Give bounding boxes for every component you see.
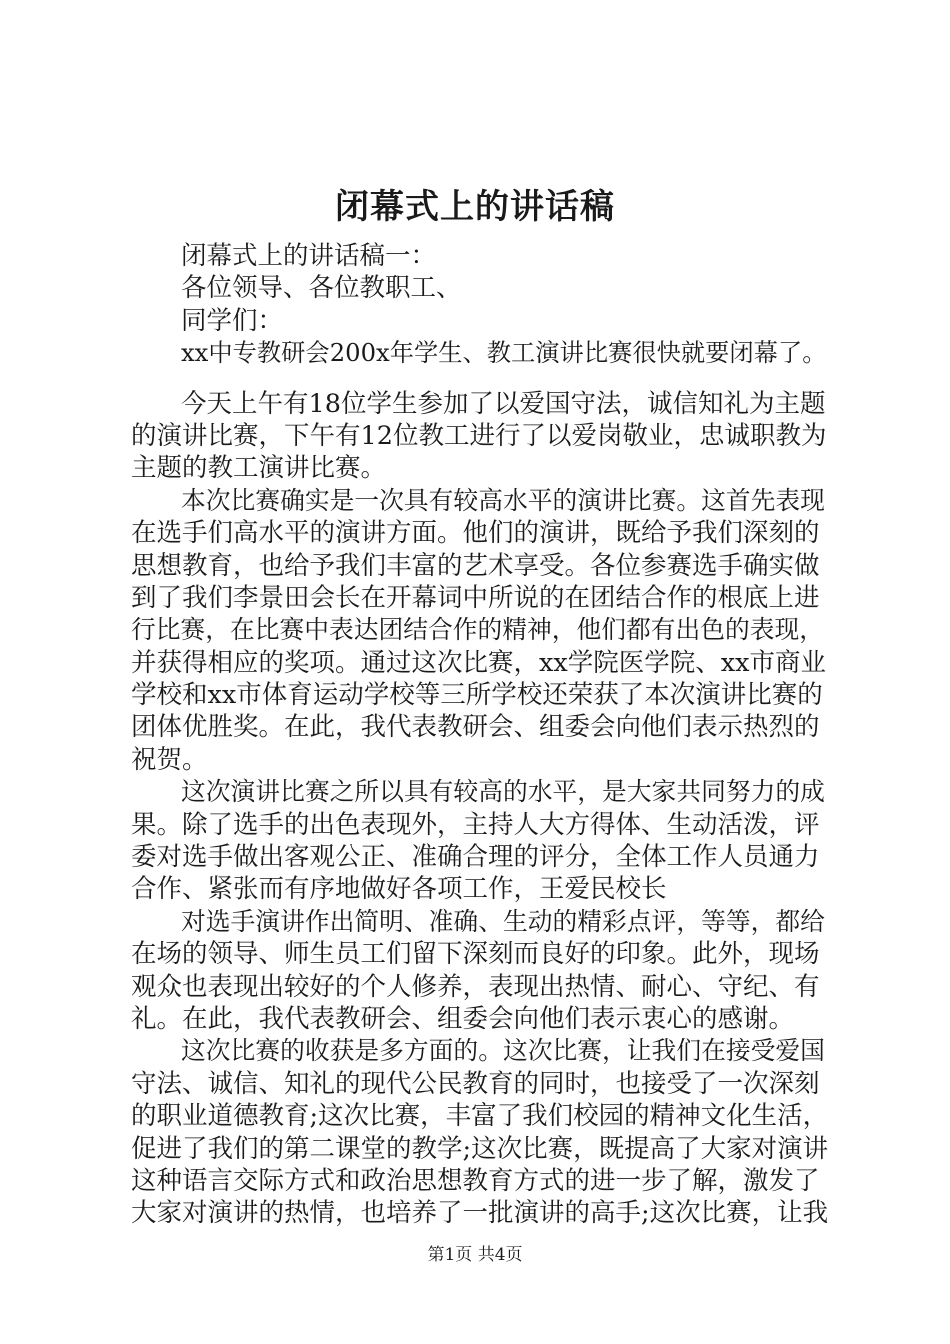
page-footer: 第1页 共4页 bbox=[427, 1245, 523, 1265]
text-line: 这次比赛的收获是多方面的。这次比赛，让我们在接受爱国 bbox=[181, 1036, 825, 1066]
text-line: 果。除了选手的出色表现外，主持人大方得体、生动活泼，评 bbox=[131, 809, 820, 840]
text-line: 同学们： bbox=[181, 305, 284, 336]
text-line: 闭幕式上的讲话稿一： bbox=[181, 241, 437, 271]
text-line: 团体优胜奖。在此，我代表教研会、组委会向他们表示热烈的 bbox=[131, 712, 820, 743]
document-title: 闭幕式上的讲话稿 bbox=[335, 187, 615, 227]
paragraph-gap bbox=[131, 370, 831, 388]
text-line: 并获得相应的奖项。通过这次比赛，xx学院医学院、xx市商业 bbox=[131, 647, 827, 678]
text-line: 在选手们高水平的演讲方面。他们的演讲，既给予我们深刻的 bbox=[131, 518, 820, 549]
text-line: 的演讲比赛，下午有12位教工进行了以爱岗敬业，忠诚职教为 bbox=[131, 420, 827, 451]
text-line: 大家对演讲的热情，也培养了一批演讲的高手;这次比赛，让我 bbox=[131, 1198, 829, 1229]
text-line: 对选手演讲作出简明、准确、生动的精彩点评，等等，都给 bbox=[181, 906, 825, 936]
text-line: 观众也表现出较好的个人修养，表现出热情、耐心、守纪、有 bbox=[131, 971, 820, 1002]
text-line: 祝贺。 bbox=[131, 744, 208, 775]
text-line: 各位领导、各位教职工、 bbox=[181, 273, 462, 304]
text-line: 这次演讲比赛之所以具有较高的水平，是大家共同努力的成 bbox=[181, 777, 825, 807]
text-line: 本次比赛确实是一次具有较高水平的演讲比赛。这首先表现 bbox=[181, 485, 825, 515]
text-line: 到了我们李景田会长在开幕词中所说的在团结合作的根底上进 bbox=[131, 582, 820, 613]
text-line: 在场的领导、师生员工们留下深刻而良好的印象。此外，现场 bbox=[131, 939, 820, 970]
text-line: 促进了我们的第二课堂的教学;这次比赛，既提高了大家对演讲 bbox=[131, 1133, 829, 1164]
text-line: xx中专教研会200x年学生、教工演讲比赛很快就要闭幕了。 bbox=[181, 338, 827, 368]
text-line: 主题的教工演讲比赛。 bbox=[131, 453, 387, 484]
text-line: 礼。在此，我代表教研会、组委会向他们表示衷心的感谢。 bbox=[131, 1003, 795, 1034]
text-line: 学校和xx市体育运动学校等三所学校还荣获了本次演讲比赛的 bbox=[131, 680, 823, 711]
text-line: 委对选手做出客观公正、准确合理的评分，全体工作人员通力 bbox=[131, 842, 820, 873]
text-line: 合作、紧张而有序地做好各项工作，王爱民校长 bbox=[131, 874, 667, 905]
text-line: 思想教育，也给予我们丰富的艺术享受。各位参赛选手确实做 bbox=[131, 550, 820, 581]
text-line: 守法、诚信、知礼的现代公民教育的同时，也接受了一次深刻 bbox=[131, 1068, 820, 1099]
text-line: 行比赛，在比赛中表达团结合作的精神，他们都有出色的表现， bbox=[131, 615, 824, 645]
document-body bbox=[131, 240, 831, 1230]
text-line: 这种语言交际方式和政治思想教育方式的进一步了解，激发了 bbox=[131, 1165, 820, 1196]
text-line: 的职业道德教育;这次比赛，丰富了我们校园的精神文化生活， bbox=[131, 1101, 829, 1132]
text-line: 今天上午有18位学生参加了以爱国守法，诚信知礼为主题 bbox=[181, 388, 826, 419]
